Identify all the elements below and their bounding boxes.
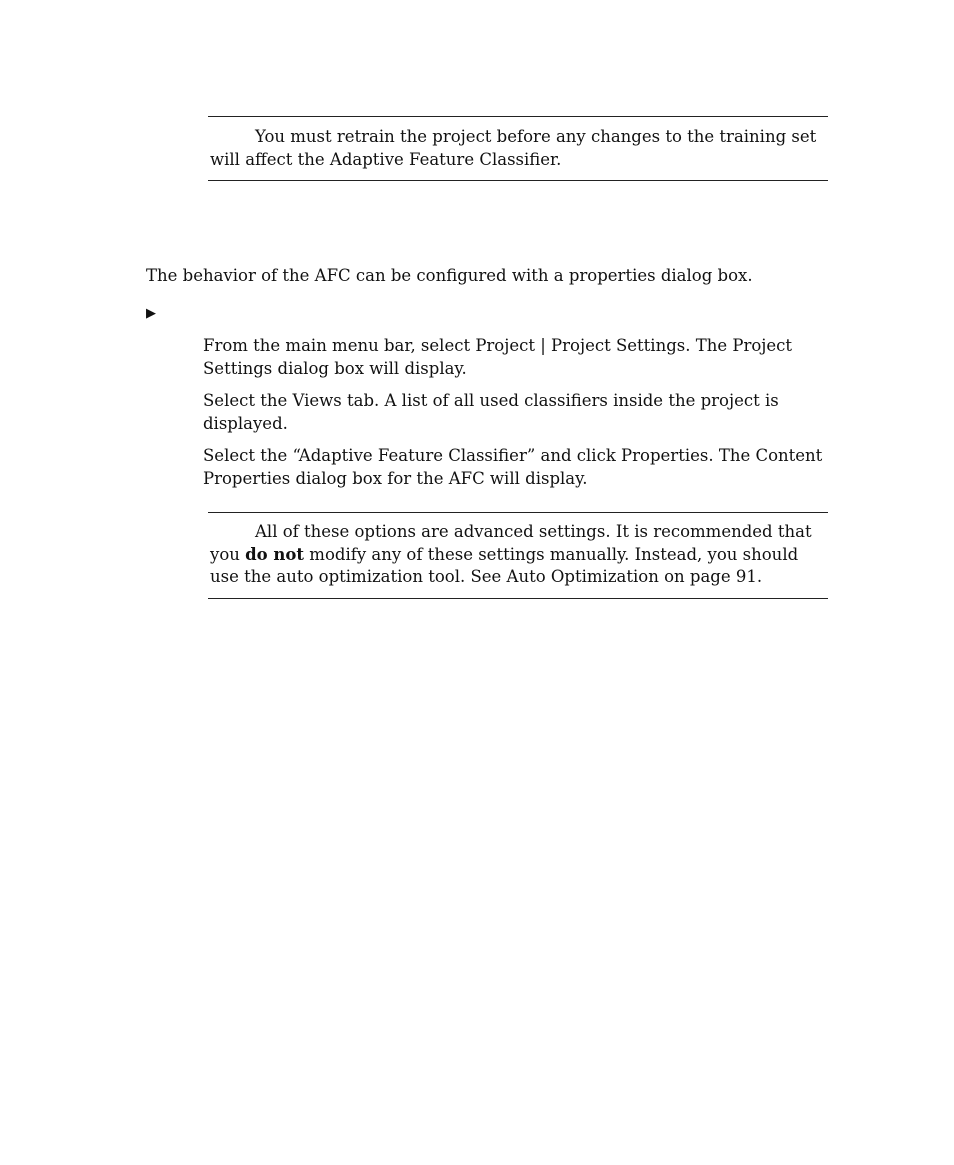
note2-bottom-rule — [208, 598, 828, 599]
note-bottom-rule — [208, 180, 828, 181]
procedure-step-2: Select the Views tab. A list of all used classifiers inside the project is displayed. — [203, 391, 779, 433]
note2-top-rule — [208, 512, 828, 513]
note-top-rule — [208, 116, 828, 117]
section-intro: The behavior of the AFC can be configured with a properties dialog box. — [146, 266, 753, 285]
procedure-arrow-icon: ▶ — [146, 306, 156, 321]
procedure-step-3: Select the “Adaptive Feature Classifier” and click Properties. The Content Properties dialog box for the AFC will display. — [203, 446, 823, 488]
advanced-note-rest: modify any of these settings manually. Instead, you should use the auto optimization tool. See Auto Optimization on page 91. — [210, 544, 799, 586]
procedure-step-1: From the main menu bar, select Project | Project Settings. The Project Settings dialog box will display. — [203, 336, 793, 378]
retrain-note-text: You must retrain the project before any changes to the training set will affect the Adaptive Feature Classifier. — [210, 127, 817, 169]
advanced-settings-note — [210, 521, 826, 589]
advanced-note-lead: All of these options are advanced settings. It is recommended that you — [210, 522, 812, 564]
retrain-note — [210, 126, 826, 171]
advanced-note-emphasis: do not — [245, 544, 305, 564]
